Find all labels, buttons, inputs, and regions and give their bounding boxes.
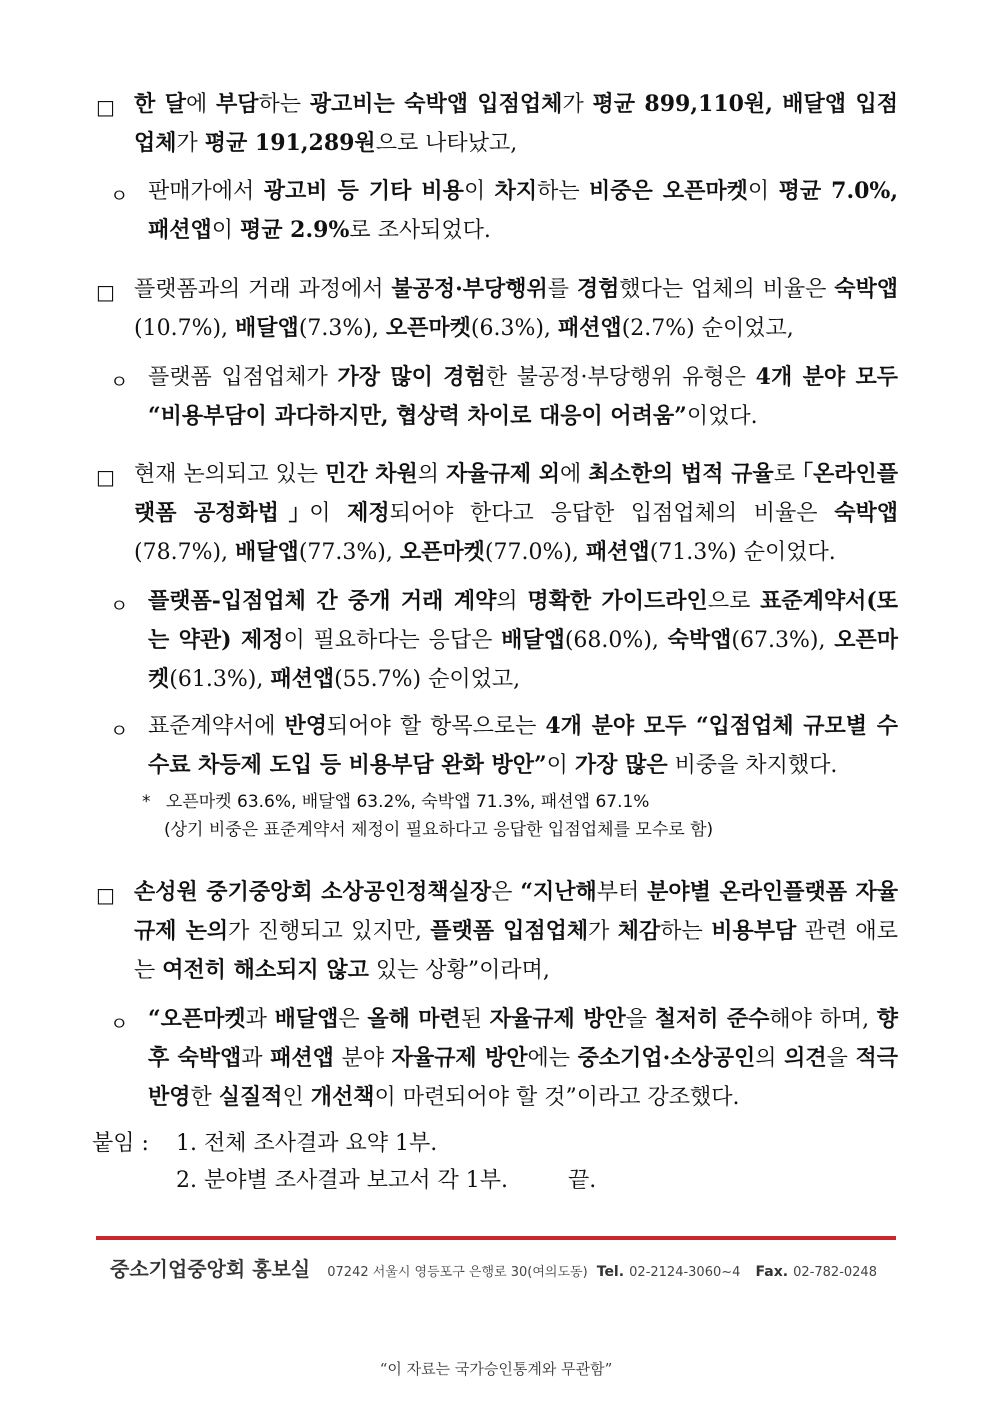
body-text: (7.3%),	[298, 316, 386, 341]
emphasis-text: 광고비는 숙박앱 입점업체	[309, 91, 563, 117]
emphasis-text: 오픈마켓	[399, 539, 485, 565]
body-text: 하는	[537, 179, 590, 204]
body-text: (10.7%),	[134, 316, 236, 341]
emphasis-text: 민간 차원	[325, 461, 418, 487]
body-text: 판매가에서	[148, 179, 264, 204]
emphasis-text: 오픈마켓	[160, 1006, 246, 1032]
emphasis-text: 최소한의 법적 규율	[588, 461, 774, 487]
body-text: 현재 논의되고 있는	[134, 462, 326, 487]
circle-bullet-icon: ㅇ	[110, 371, 129, 393]
body-text: 플랫폼 입점업체가	[148, 365, 338, 390]
footer-fax-label: Fax.	[755, 1264, 789, 1280]
footer-org: 중소기업중앙회 홍보실	[110, 1257, 311, 1281]
body-text: 과	[241, 1046, 271, 1071]
emphasis-text: 의견	[784, 1045, 827, 1071]
body-text: 은	[491, 880, 521, 905]
body-text: 가	[176, 131, 205, 156]
emphasis-text: 패션앱	[557, 315, 622, 341]
body-text: 의	[496, 589, 528, 614]
emphasis-text: 올해 마련	[367, 1006, 461, 1032]
emphasis-text: 명확한 가이드라인	[527, 588, 708, 614]
emphasis-text: 비용부담	[711, 918, 797, 944]
emphasis-text: 반영	[284, 713, 328, 739]
survey-footnote	[142, 788, 713, 844]
body-text: (2.7%) 순이었고,	[621, 316, 794, 341]
emphasis-text: 평균 2.9%	[240, 217, 350, 243]
emphasis-text: 자율규제 외	[446, 461, 561, 487]
emphasis-text: 숙박앱	[834, 500, 898, 526]
body-text: 되어야 할 항목으로는	[327, 714, 546, 739]
emphasis-text: 플랫폼 입점업체	[430, 918, 589, 944]
footer	[110, 1253, 877, 1282]
body-text: 이었다.	[686, 404, 758, 429]
emphasis-text: 배달앱	[501, 627, 565, 653]
emphasis-text: 숙박앱	[667, 627, 732, 653]
statistics-disclaimer: “이 자료는 국가승인통계와 무관함”	[379, 1360, 613, 1378]
section-3-main	[134, 455, 898, 572]
section-1-sub-1	[148, 172, 898, 250]
emphasis-text: “	[148, 1006, 161, 1032]
body-text: (77.0%),	[484, 540, 586, 565]
section-3-sub-1	[148, 582, 898, 699]
body-text: 있는 상황”이라며,	[368, 958, 550, 983]
emphasis-text: 철저히 준수	[654, 1006, 770, 1032]
footnote-line-2: (상기 비중은 표준계약서 제정이 필요하다고 응답한 입점업체를 모수로 함)	[164, 820, 714, 840]
footnote-line-1: 오픈마켓 63.6%, 배달앱 63.2%, 숙박앱 71.3%, 패션앱 67.1%	[165, 792, 650, 812]
emphasis-text: 가장 많이 경험	[337, 364, 486, 390]
section-3-sub-2	[148, 707, 898, 785]
body-text: 에	[185, 92, 216, 117]
emphasis-text: 비중은 오픈마켓	[589, 178, 748, 204]
body-text: 이	[309, 501, 348, 526]
body-text: 으로 나타났고,	[375, 131, 518, 156]
body-text: 인	[282, 1085, 311, 1110]
emphasis-text: ｢온라인플랫폼 공정화법｣	[134, 461, 899, 526]
attachment-item-2: 2. 분야별 조사결과 보고서 각 1부.	[176, 1168, 508, 1193]
body-text: 가	[588, 919, 618, 944]
body-text: 표준계약서에	[148, 714, 285, 739]
body-text: (78.7%),	[134, 540, 236, 565]
body-text: 이	[546, 753, 575, 778]
circle-bullet-icon: ㅇ	[110, 720, 129, 742]
body-text: 이	[211, 218, 241, 243]
asterisk-icon: *	[142, 792, 151, 812]
circle-bullet-icon: ㅇ	[110, 595, 129, 617]
emphasis-text: 표준계약서(또는 약관) 제정	[148, 588, 899, 653]
body-text: 부터	[596, 880, 648, 905]
footer-tel: 02-2124-3060~4	[629, 1265, 741, 1280]
body-text: 플랫폼과의 거래 과정에서	[134, 277, 392, 302]
section-2-main	[134, 270, 898, 348]
square-bullet-icon: □	[96, 465, 115, 489]
emphasis-text: 오픈마켓	[385, 315, 471, 341]
body-text: 한 불공정·부당행위 유형은	[485, 365, 756, 390]
emphasis-text: “지난해	[520, 879, 597, 905]
emphasis-text: 배달앱	[274, 1006, 339, 1032]
section-2-sub-1	[148, 358, 898, 436]
body-text: 해야 하며,	[769, 1007, 877, 1032]
circle-bullet-icon: ㅇ	[110, 1013, 129, 1035]
emphasis-text: 실질적	[218, 1084, 283, 1110]
emphasis-text: 중소기업·소상공인	[577, 1045, 756, 1071]
emphasis-text: 향후 숙박앱	[148, 1006, 899, 1071]
body-text: 로 조사되었다.	[349, 218, 491, 243]
body-text: 분야	[333, 1046, 392, 1071]
body-text: 을	[826, 1046, 856, 1071]
body-text: 가	[562, 92, 593, 117]
body-text: 하는	[258, 92, 310, 117]
emphasis-text: 평균 7.0%, 패션앱	[148, 178, 898, 243]
body-text: 비중을 차지했다.	[667, 753, 838, 778]
emphasis-text: 여전히 해소되지 않고	[162, 957, 369, 983]
attachment-end: 끝.	[568, 1168, 597, 1193]
body-text: 로	[773, 462, 802, 487]
body-text: 이	[463, 179, 495, 204]
emphasis-text: 체감	[617, 918, 661, 944]
emphasis-text: 가장 많은	[574, 752, 668, 778]
body-text: (71.3%) 순이었다.	[649, 540, 836, 565]
body-text: 의	[755, 1046, 785, 1071]
square-bullet-icon: □	[96, 883, 115, 907]
emphasis-text: 숙박앱	[834, 276, 898, 302]
body-text: 은	[338, 1007, 368, 1032]
body-text: (68.0%),	[564, 628, 668, 653]
emphasis-text: 평균 899,110원, 배달앱 입점업체	[134, 91, 898, 156]
body-text: 이 필요하다는 응답은	[283, 628, 502, 653]
footer-fax: 02-782-0248	[793, 1265, 877, 1280]
emphasis-text: 경험	[576, 276, 620, 302]
emphasis-text: 부담	[215, 91, 259, 117]
body-text: 를	[547, 277, 577, 302]
emphasis-text: 차지	[494, 178, 538, 204]
square-bullet-icon: □	[96, 95, 115, 119]
emphasis-text: 분야별 온라인플랫폼 자율규제 논의	[134, 879, 899, 944]
body-text: 의	[417, 462, 447, 487]
body-text: (55.7%) 순이었고,	[334, 667, 521, 692]
emphasis-text: 한 달	[134, 91, 186, 117]
footer-divider	[96, 1236, 896, 1240]
emphasis-text: 제정	[347, 500, 390, 526]
section-1-main	[134, 85, 898, 163]
emphasis-text: 적극 반영	[148, 1045, 899, 1110]
attachment-label: 붙임 :	[92, 1131, 149, 1156]
square-bullet-icon: □	[96, 280, 115, 304]
body-text: 에는	[527, 1046, 578, 1071]
emphasis-text: 개선책	[310, 1084, 375, 1110]
emphasis-text: 평균 191,289원	[204, 130, 376, 156]
body-text: 이 마련되어야 할 것”이라고 강조했다.	[374, 1085, 740, 1110]
body-text: (77.3%),	[298, 540, 400, 565]
body-text: 을	[625, 1007, 655, 1032]
emphasis-text: 플랫폼-입점업체 간 중개 거래 계약	[148, 588, 497, 614]
emphasis-text: 패션앱	[270, 666, 335, 692]
body-text: 하는	[660, 919, 712, 944]
body-text: 된	[460, 1007, 490, 1032]
body-text: 관련 애로는	[134, 919, 898, 983]
emphasis-text: 배달앱	[235, 539, 299, 565]
body-text: 에	[560, 462, 589, 487]
emphasis-text: 광고비 등 기타 비용	[263, 178, 464, 204]
emphasis-text: 자율규제 방안	[391, 1045, 528, 1071]
body-text: (61.3%),	[169, 667, 271, 692]
footer-address: 07242 서울시 영등포구 은행로 30(여의도동)	[327, 1265, 588, 1280]
emphasis-text: 자율규제 방안	[489, 1006, 626, 1032]
emphasis-text: 배달앱	[235, 315, 299, 341]
footer-tel-label: Tel.	[596, 1264, 625, 1280]
emphasis-text: 패션앱	[585, 539, 650, 565]
body-text: 으로	[707, 589, 761, 614]
body-text: 이	[747, 179, 779, 204]
body-text: 과	[245, 1007, 275, 1032]
body-text: 했다는 업체의 비율은	[619, 277, 835, 302]
body-text: 되어야 한다고 응답한 입점업체의 비율은	[389, 501, 835, 526]
attachment-item-1: 1. 전체 조사결과 요약 1부.	[176, 1131, 438, 1156]
emphasis-text: 불공정·부당행위	[391, 276, 548, 302]
emphasis-text: 4개 분야 모두 “비용부담이 과다하지만, 협상력 차이로 대응이 어려움”	[148, 364, 898, 429]
body-text: (6.3%),	[470, 316, 558, 341]
section-4-main	[134, 873, 898, 990]
body-text: (67.3%),	[731, 628, 835, 653]
section-4-sub-1	[148, 1000, 898, 1117]
body-text: 가 진행되고 있지만,	[228, 919, 431, 944]
emphasis-text: 손성원 중기중앙회 소상공인정책실장	[134, 879, 492, 905]
circle-bullet-icon: ㅇ	[110, 185, 129, 207]
emphasis-text: 오픈마켓	[148, 627, 898, 692]
emphasis-text: 패션앱	[270, 1045, 334, 1071]
emphasis-text: 4개 분야 모두 “입점업체 규모별 수수료 차등제 도입 등 비용부담 완화 방안”	[148, 713, 898, 778]
body-text: 한	[190, 1085, 219, 1110]
